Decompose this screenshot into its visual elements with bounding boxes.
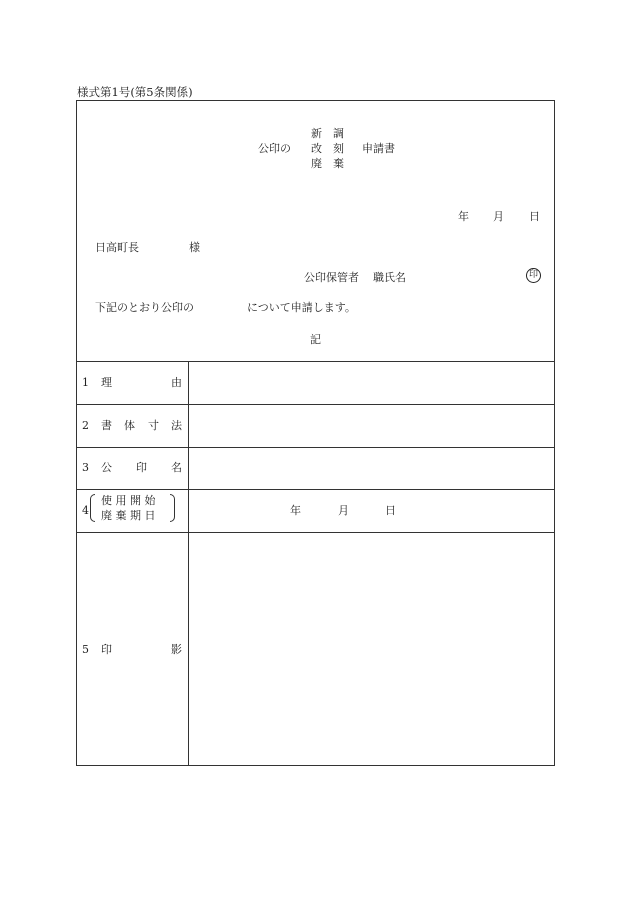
row-1-reason-field[interactable] [192,366,550,400]
row-1-number: 1 [82,376,89,389]
row-divider-1 [76,404,555,405]
title-option-recarve: 改 刻 [311,142,344,155]
row-4-year: 年 [290,504,301,517]
row-divider-4 [76,532,555,533]
date-month: 月 [493,210,504,223]
request-text-after: について申請します。 [247,301,356,314]
ki-label: 記 [310,333,321,346]
row-3-number: 3 [82,461,89,474]
label-column-divider [188,361,189,766]
row-3-label-b: 印 [136,461,147,474]
date-year: 年 [458,210,469,223]
row-1-label-a: 理 [101,376,112,389]
applicant-role: 公印保管者 [304,271,359,284]
row-4-label-start: 使 用 開 始 [101,494,156,507]
row-3-label-c: 名 [171,461,182,474]
left-bracket [90,494,95,522]
addressee-honorific: 様 [189,241,200,254]
row-2-label-3: 寸 [148,419,159,432]
row-3-seal-name-field[interactable] [192,452,550,485]
row-1-label-b: 由 [171,376,182,389]
title-option-new: 新 調 [311,127,344,140]
table-top-line [76,361,555,362]
row-2-number: 2 [82,419,89,432]
row-4-number: 4 [82,504,89,517]
title-option-dispose: 廃 棄 [311,157,344,170]
row-divider-2 [76,447,555,448]
row-2-label-2: 体 [124,419,135,432]
title-prefix: 公印の [258,142,291,155]
request-text-before: 下記のとおり公印の [95,301,194,314]
applicant-name-label: 職氏名 [373,271,406,284]
row-5-label-a: 印 [101,643,112,656]
addressee-name: 日高町長 [95,241,139,254]
row-3-label-a: 公 [101,461,112,474]
right-bracket [170,494,175,522]
row-5-impression-area[interactable] [192,537,550,761]
row-2-font-size-field[interactable] [192,409,550,443]
title-suffix: 申請書 [362,142,395,155]
row-4-month: 月 [338,504,349,517]
row-2-label-1: 書 [101,419,112,432]
row-4-day: 日 [385,504,396,517]
seal-mark-icon: 印 [526,268,541,283]
row-5-label-b: 影 [171,643,182,656]
row-2-label-4: 法 [171,419,182,432]
date-day: 日 [529,210,540,223]
form-number-label: 様式第1号(第5条関係) [77,85,193,99]
row-divider-3 [76,489,555,490]
row-5-number: 5 [82,643,89,656]
row-4-label-dispose: 廃 棄 期 日 [101,509,156,522]
